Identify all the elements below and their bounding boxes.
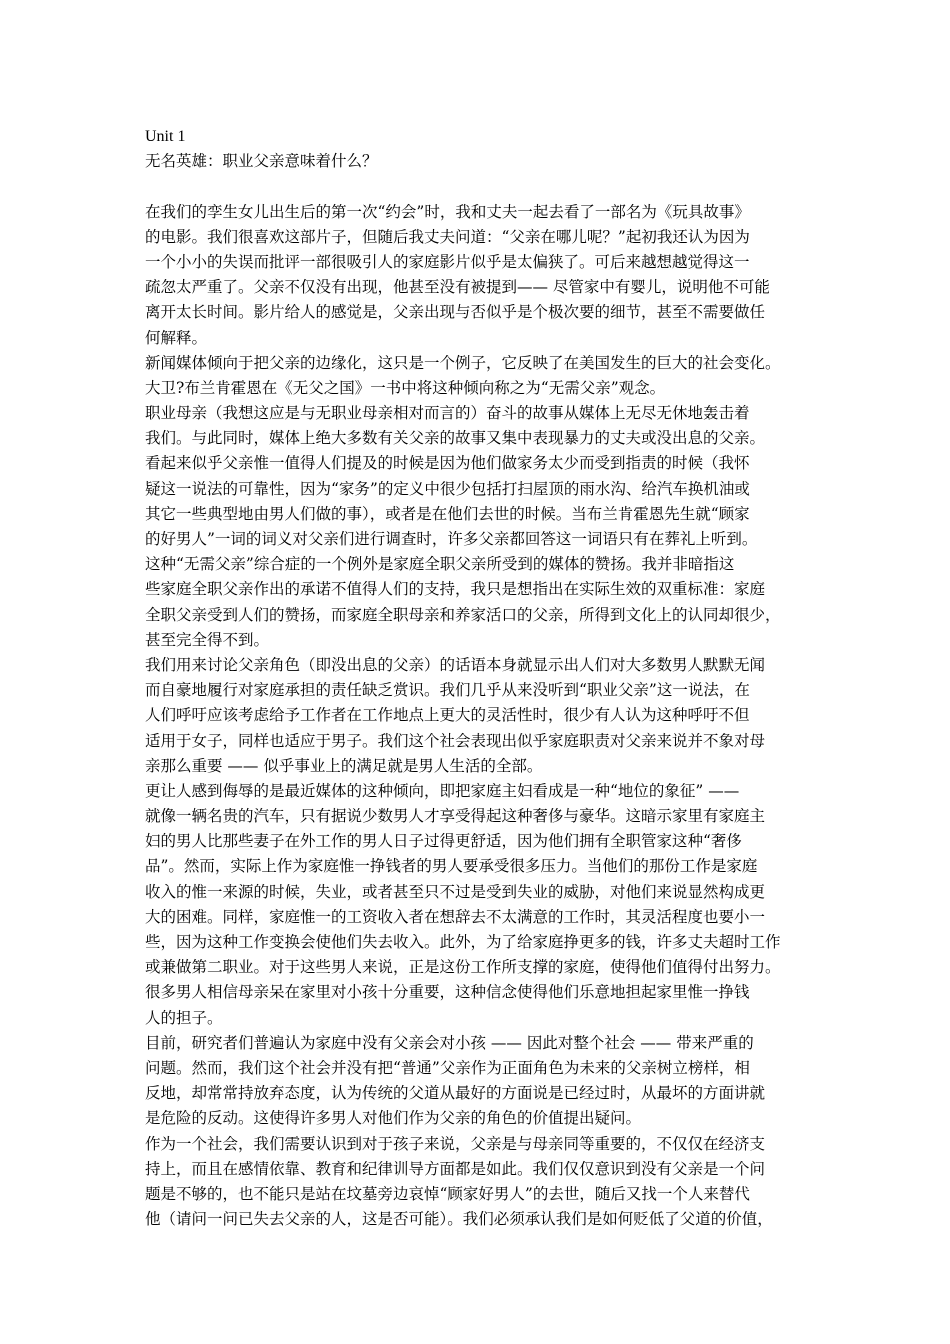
- text-line: 疏忽太严重了。父亲不仅没有出现，他甚至没有被提到—— 尽管家中有婴儿，说明他不可能: [145, 278, 770, 297]
- text-line: 这种“无需父亲”综合症的一个例外是家庭全职父亲所受到的媒体的赞扬。我并非暗指这: [145, 555, 735, 574]
- text-line: 些，因为这种工作变换会使他们失去收入。此外，为了给家庭挣更多的钱，许多丈夫超时工作: [145, 933, 781, 951]
- text-line: 大卫?布兰肯霍恩在《无父之国》一书中将这种倾向称之为“无需父亲”观念。: [145, 378, 666, 397]
- text-line: 职业母亲（我想这应是与无职业母亲相对而言的）奋斗的故事从媒体上无尽无休地轰击着: [145, 404, 750, 423]
- text-line: 我们用来讨论父亲角色（即没出息的父亲）的话语本身就显示出人们对大多数男人默默无闻: [145, 655, 766, 674]
- text-line: 持上，而且在感情依靠、教育和纪律训导方面都是如此。我们仅仅意识到没有父亲是一个问: [145, 1159, 766, 1178]
- text-line: 的好男人”一词的词义对父亲们进行调查时，许多父亲都回答这一词语只有在葬礼上听到。: [145, 530, 758, 548]
- text-line: 全职父亲受到人们的赞扬，而家庭全职母亲和养家活口的父亲，所得到文化上的认同却很少，: [145, 605, 781, 624]
- blank-line: [145, 174, 815, 199]
- text-line: 离开太长时间。影片给人的感觉是，父亲出现与否似乎是个极次要的细节，甚至不需要做任: [145, 303, 766, 322]
- text-line: 人们呼吁应该考虑给予工作者在工作地点上更大的灵活性时，很少有人认为这种呼吁不但: [145, 706, 750, 725]
- text-line: 一个小小的失误而批评一部很吸引人的家庭影片似乎是太偏狭了。可后来越想越觉得这一: [145, 252, 750, 271]
- text-line: 的电影。我们很喜欢这部片子，但随后我丈夫问道：“父亲在哪儿呢？”起初我还认为因为: [145, 227, 750, 246]
- text-line: 新闻媒体倾向于把父亲的边缘化，这只是一个例子，它反映了在美国发生的巨大的社会变化。: [145, 353, 781, 372]
- text-line: 些家庭全职父亲作出的承诺不值得人们的支持，我只是想指出在实际生效的双重标准：家庭: [145, 580, 766, 599]
- text-line: 更让人感到侮辱的是最近媒体的这种倾向，即把家庭主妇看成是一种“地位的象征” ——: [145, 781, 740, 800]
- text-line: 其它一些典型地由男人们做的事），或者是在他们去世的时候。当布兰肯霍恩先生就“顾家: [145, 504, 750, 523]
- article-body: [145, 200, 815, 1233]
- text-line: 题是不够的，也不能只是站在坟墓旁边哀悼“顾家好男人”的去世，随后又找一个人来替代: [145, 1184, 750, 1203]
- text-line: 目前，研究者们普遍认为家庭中没有父亲会对小孩 —— 因此对整个社会 —— 带来严重的: [145, 1033, 754, 1052]
- text-line: 很多男人相信母亲呆在家里对小孩十分重要，这种信念使得他们乐意地担起家里惟一挣钱: [145, 983, 750, 1002]
- text-line: 看起来似乎父亲惟一值得人们提及的时候是因为他们做家务太少而受到指责的时候（我怀: [145, 454, 750, 473]
- text-line: 亲那么重要 —— 似乎事业上的满足就是男人生活的全部。: [145, 756, 543, 775]
- text-line: 疑这一说法的可靠性，因为“家务”的定义中很少包括打扫屋顶的雨水沟、给汽车换机油或: [145, 479, 750, 498]
- article-title: 无名英雄：职业父亲意味着什么？: [145, 152, 378, 171]
- text-line: 大的困难。同样，家庭惟一的工资收入者在想辞去不太满意的工作时，其灵活程度也要小一: [145, 907, 766, 926]
- text-line: 甚至完全得不到。: [145, 630, 270, 649]
- text-line: 就像一辆名贵的汽车，只有据说少数男人才享受得起这种奢侈与豪华。这暗示家里有家庭主: [145, 807, 766, 826]
- text-line: 作为一个社会，我们需要认识到对于孩子来说，父亲是与母亲同等重要的，不仅仅在经济支: [145, 1134, 766, 1153]
- text-line: 我们。与此同时，媒体上绝大多数有关父亲的故事又集中表现暴力的丈夫或没出息的父亲。: [145, 429, 766, 448]
- text-line: 妇的男人比那些妻子在外工作的男人日子过得更舒适，因为他们拥有全职管家这种“奢侈: [145, 832, 742, 851]
- text-line: 或兼做第二职业。对于这些男人来说，正是这份工作所支撑的家庭，使得他们值得付出努力。: [145, 958, 781, 977]
- document-page: [145, 124, 815, 1232]
- text-line: 收入的惟一来源的时候，失业，或者甚至只不过是受到失业的威胁，对他们来说显然构成更: [145, 882, 766, 901]
- text-line: 人的担子。: [145, 1008, 223, 1027]
- text-line: 反地，却常常持放弃态度，认为传统的父道从最好的方面说是已经过时，从最坏的方面讲就: [145, 1084, 766, 1103]
- unit-heading: Unit 1: [145, 128, 186, 145]
- text-line: 在我们的孪生女儿出生后的第一次“约会”时，我和丈夫一起去看了一部名为《玩具故事》: [145, 202, 750, 221]
- text-line: 何解释。: [145, 328, 208, 347]
- text-line: 适用于女子，同样也适应于男子。我们这个社会表现出似乎家庭职责对父亲来说并不象对母: [145, 731, 766, 750]
- text-line: 品”。然而，实际上作为家庭惟一挣钱者的男人要承受很多压力。当他们的那份工作是家庭: [145, 857, 758, 876]
- text-line: 他（请问一问已失去父亲的人，这是否可能）。我们必须承认我们是如何贬低了父道的价值，: [145, 1210, 773, 1229]
- text-line: 是危险的反动。这使得许多男人对他们作为父亲的角色的价值提出疑问。: [145, 1109, 642, 1128]
- text-line: 而自豪地履行对家庭承担的责任缺乏赏识。我们几乎从来没听到“职业父亲”这一说法，在: [145, 681, 750, 700]
- text-line: 问题。然而，我们这个社会并没有把“普通”父亲作为正面角色为未来的父亲树立榜样，相: [145, 1058, 750, 1077]
